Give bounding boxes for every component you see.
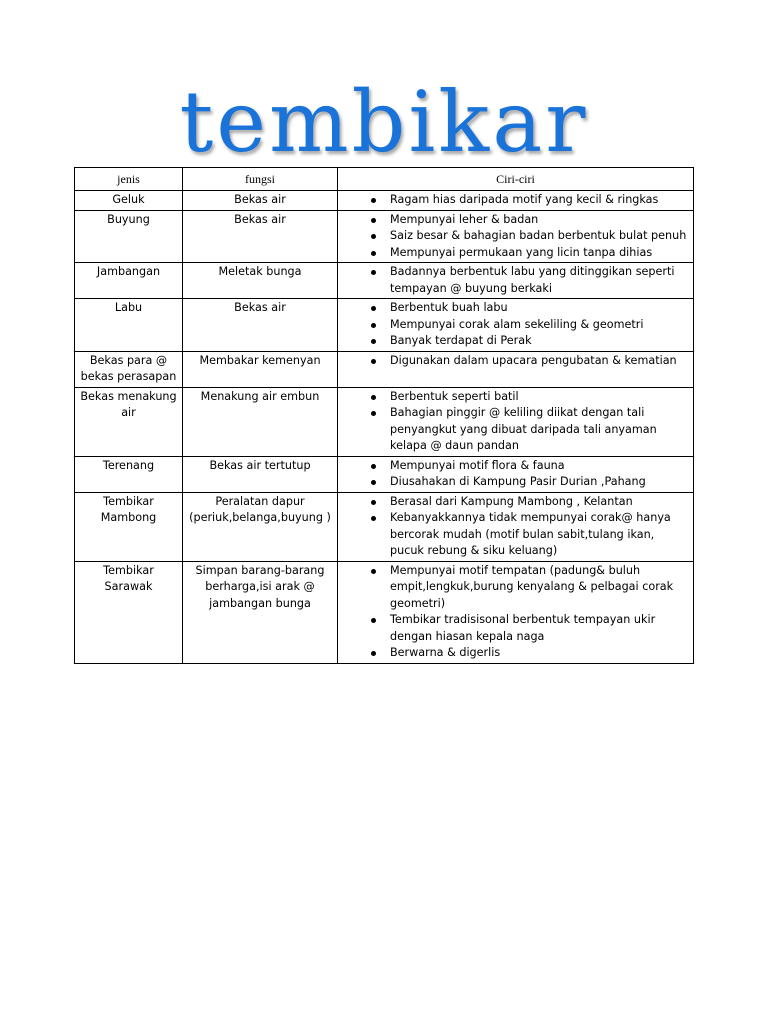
ciri-list — [342, 563, 689, 662]
cell-ciri — [338, 191, 694, 211]
cell-ciri — [338, 299, 694, 352]
ciri-list — [342, 192, 689, 209]
cell-ciri — [338, 456, 694, 492]
cell-jenis: Geluk — [75, 191, 183, 211]
ciri-list — [342, 300, 689, 350]
cell-fungsi: Bekas air — [183, 299, 338, 352]
list-item: Kebanyakkannya tidak mempunyai corak@ hanya bercorak mudah (motif bulan sabit,tulang ikan, pucuk rebung & siku keluang) — [342, 510, 689, 560]
cell-fungsi: Membakar kemenyan — [183, 351, 338, 387]
cell-ciri — [338, 561, 694, 663]
cell-fungsi: Meletak bunga — [183, 263, 338, 299]
cell-jenis: Tembikar Mambong — [75, 492, 183, 561]
cell-fungsi: Simpan barang-barang berharga,isi arak @ jambangan bunga — [183, 561, 338, 663]
cell-ciri — [338, 351, 694, 387]
header-fungsi: fungsi — [183, 168, 338, 191]
list-item: Mempunyai corak alam sekeliling & geometri — [342, 317, 689, 334]
tembikar-table — [74, 167, 694, 664]
list-item: Berwarna & digerlis — [342, 645, 689, 662]
ciri-list — [342, 494, 689, 560]
cell-ciri — [338, 492, 694, 561]
table-row — [75, 387, 694, 456]
list-item: Mempunyai motif flora & fauna — [342, 458, 689, 475]
list-item: Badannya berbentuk labu yang ditinggikan seperti tempayan @ buyung berkaki — [342, 264, 689, 297]
cell-jenis: Jambangan — [75, 263, 183, 299]
list-item: Digunakan dalam upacara pengubatan & kematian — [342, 353, 689, 370]
cell-jenis: Labu — [75, 299, 183, 352]
list-item: Tembikar tradisisonal berbentuk tempayan ukir dengan hiasan kepala naga — [342, 612, 689, 645]
cell-fungsi: Bekas air — [183, 210, 338, 263]
cell-jenis: Bekas menakung air — [75, 387, 183, 456]
table-row — [75, 351, 694, 387]
header-ciri: Ciri-ciri — [338, 168, 694, 191]
cell-ciri — [338, 387, 694, 456]
list-item: Mempunyai permukaan yang licin tanpa dihias — [342, 245, 689, 262]
ciri-list — [342, 264, 689, 297]
list-item: Berasal dari Kampung Mambong , Kelantan — [342, 494, 689, 511]
page-title: tembikar — [179, 73, 589, 171]
table-row — [75, 191, 694, 211]
header-row — [75, 168, 694, 191]
list-item: Bahagian pinggir @ keliling diikat dengan tali penyangkut yang dibuat daripada tali anyaman kelapa @ daun pandan — [342, 405, 689, 455]
cell-jenis: Tembikar Sarawak — [75, 561, 183, 663]
list-item: Mempunyai leher & badan — [342, 212, 689, 229]
ciri-list — [342, 212, 689, 262]
table-row — [75, 456, 694, 492]
cell-fungsi: Bekas air tertutup — [183, 456, 338, 492]
table-row — [75, 263, 694, 299]
list-item: Berbentuk buah labu — [342, 300, 689, 317]
list-item: Mempunyai motif tempatan (padung& buluh empit,lengkuk,burung kenyalang & pelbagai corak geometri) — [342, 563, 689, 613]
table-row — [75, 492, 694, 561]
table-row — [75, 299, 694, 352]
cell-fungsi: Peralatan dapur (periuk,belanga,buyung ) — [183, 492, 338, 561]
list-item: Banyak terdapat di Perak — [342, 333, 689, 350]
ciri-list — [342, 389, 689, 455]
list-item: Ragam hias daripada motif yang kecil & ringkas — [342, 192, 689, 209]
cell-ciri — [338, 210, 694, 263]
list-item: Saiz besar & bahagian badan berbentuk bulat penuh — [342, 228, 689, 245]
list-item: Diusahakan di Kampung Pasir Durian ,Pahang — [342, 474, 689, 491]
cell-jenis: Buyung — [75, 210, 183, 263]
cell-fungsi: Menakung air embun — [183, 387, 338, 456]
list-item: Berbentuk seperti batil — [342, 389, 689, 406]
cell-jenis: Bekas para @ bekas perasapan — [75, 351, 183, 387]
ciri-list — [342, 353, 689, 370]
header-jenis: jenis — [75, 168, 183, 191]
table-row — [75, 561, 694, 663]
table-row — [75, 210, 694, 263]
cell-ciri — [338, 263, 694, 299]
ciri-list — [342, 458, 689, 491]
cell-jenis: Terenang — [75, 456, 183, 492]
cell-fungsi: Bekas air — [183, 191, 338, 211]
